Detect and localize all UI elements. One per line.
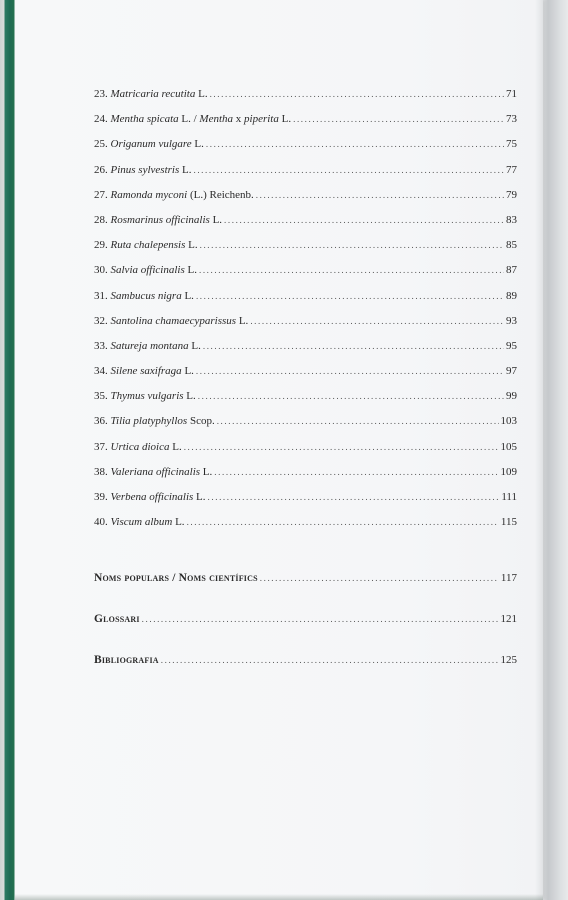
author-abbrev: L. — [191, 138, 204, 151]
species-name: Tilia platyphyllos — [110, 415, 188, 428]
author-abbrev: L. — [200, 465, 213, 478]
species-name: Santolina chamaecyparissus — [110, 314, 237, 327]
dot-leader — [208, 492, 500, 502]
species-name: Sambucus nigra — [110, 289, 182, 302]
entry-name — [94, 239, 198, 251]
toc-entry — [94, 441, 517, 466]
dot-leader — [206, 139, 504, 149]
dot-leader — [250, 316, 504, 326]
author-abbrev: (L.) Reichenb. — [187, 188, 254, 201]
entry-name — [94, 365, 194, 377]
species-name: Mentha — [199, 113, 234, 126]
author-abbrev: L. — [278, 113, 292, 126]
entry-name — [94, 88, 208, 100]
page-number: 87 — [506, 264, 517, 277]
page-number: 97 — [506, 365, 517, 378]
page-number: 111 — [501, 491, 517, 503]
dot-leader — [161, 655, 499, 665]
hybrid-mark: x — [233, 113, 245, 126]
toc-entry — [94, 390, 517, 415]
toc-entry — [94, 164, 517, 189]
entry-name — [94, 441, 182, 453]
dot-leader — [210, 89, 504, 99]
page-number: 89 — [506, 289, 517, 302]
entry-number: 39. — [94, 491, 108, 503]
author-abbrev: L. — [193, 491, 206, 503]
entry-number: 32. — [94, 314, 108, 327]
page-number: 105 — [500, 440, 517, 453]
species-name: Silene saxifraga — [110, 365, 182, 378]
entry-name — [94, 189, 254, 201]
page-number: 73 — [506, 113, 517, 126]
toc-entry — [94, 365, 517, 390]
entry-name — [94, 290, 194, 302]
species-name: Viscum album — [110, 516, 173, 529]
species-name: Rosmarinus officinalis — [110, 213, 210, 226]
book-page — [15, 0, 543, 900]
page-number: 71 — [506, 88, 517, 100]
dot-leader — [214, 467, 498, 477]
species-name: Ramonda myconi — [110, 188, 188, 201]
entry-name — [94, 214, 222, 226]
toc-section — [94, 613, 517, 654]
species-name: Satureja montana — [110, 339, 189, 352]
entry-number: 25. — [94, 138, 108, 151]
species-name: Thymus vulgaris — [110, 390, 184, 403]
entry-name — [94, 466, 212, 478]
entry-name — [94, 164, 191, 176]
dot-leader — [198, 391, 504, 401]
page-number: 121 — [500, 613, 517, 625]
toc-section — [94, 572, 517, 613]
entry-number: 23. — [94, 88, 108, 100]
entry-name — [94, 491, 206, 503]
dot-leader — [199, 265, 504, 275]
entry-number: 40. — [94, 516, 108, 529]
entry-name — [94, 340, 201, 352]
toc-section — [94, 654, 517, 695]
author-abbrev: L. — [169, 440, 182, 453]
author-abbrev: L. — [184, 264, 197, 277]
dot-leader — [293, 114, 504, 124]
page-number: 93 — [506, 314, 517, 327]
entry-name — [94, 516, 185, 528]
author-abbrev: L. / — [178, 113, 200, 126]
page-bottom-edge — [15, 894, 543, 900]
dot-leader — [193, 165, 504, 175]
page-number: 85 — [506, 239, 517, 252]
entry-name — [94, 315, 248, 327]
page-number: 103 — [500, 415, 517, 428]
dot-leader — [217, 416, 499, 426]
author-abbrev: L. — [195, 88, 208, 100]
species-name: Ruta chalepensis — [110, 239, 186, 252]
entry-number: 38. — [94, 465, 108, 478]
entry-number: 29. — [94, 239, 108, 252]
dot-leader — [224, 215, 504, 225]
page-number: 109 — [500, 465, 517, 478]
toc-entry — [94, 415, 517, 440]
entry-number: 31. — [94, 289, 108, 302]
entry-number: 34. — [94, 365, 108, 378]
species-name: Pinus sylvestris — [110, 163, 180, 176]
species-name: Valeriana officinalis — [110, 465, 201, 478]
entry-name — [94, 138, 204, 150]
author-abbrev: L. — [183, 390, 196, 403]
author-abbrev: L. — [181, 289, 194, 302]
species-name: Urtica dioica — [110, 440, 170, 453]
entry-number: 24. — [94, 113, 108, 126]
page-number: 77 — [506, 163, 517, 176]
dot-leader — [196, 366, 504, 376]
dot-leader — [142, 614, 499, 624]
toc-entry — [94, 491, 517, 516]
species-name: Matricaria recutita — [110, 88, 196, 100]
author-abbrev: L. — [236, 314, 249, 327]
author-abbrev: Scop. — [187, 415, 215, 428]
dot-leader — [256, 190, 504, 200]
author-abbrev: L. — [185, 239, 198, 252]
entry-name — [94, 390, 196, 402]
page-number: 83 — [506, 213, 517, 226]
toc-entry — [94, 264, 517, 289]
entry-number: 33. — [94, 339, 108, 352]
dot-leader — [187, 517, 499, 527]
entry-number: 26. — [94, 163, 108, 176]
toc-entry — [94, 239, 517, 264]
page-number: 117 — [500, 572, 517, 584]
entry-number: 27. — [94, 188, 108, 201]
toc-entry — [94, 290, 517, 315]
author-abbrev: L. — [179, 163, 192, 176]
entry-number: 35. — [94, 390, 108, 403]
dot-leader — [260, 573, 499, 583]
species-name: Mentha spicata — [110, 113, 179, 126]
entry-number: 36. — [94, 415, 108, 428]
toc-entry — [94, 466, 517, 491]
page-number: 99 — [506, 390, 517, 403]
entry-number: 28. — [94, 213, 108, 226]
entry-name — [94, 264, 197, 276]
section-title: Bibliografia — [94, 654, 159, 666]
dot-leader — [184, 442, 499, 452]
dot-leader — [203, 341, 504, 351]
entry-number: 37. — [94, 440, 108, 453]
toc-entry — [94, 189, 517, 214]
page-number: 115 — [500, 516, 517, 529]
toc-entry — [94, 340, 517, 365]
toc-entry — [94, 113, 517, 138]
entry-name — [94, 415, 215, 427]
species-name: Salvia officinalis — [110, 264, 185, 277]
section-title: Noms populars / Noms científics — [94, 572, 258, 584]
dot-leader — [200, 240, 504, 250]
species-name: Verbena officinalis — [110, 491, 194, 503]
toc-entry — [94, 516, 517, 541]
page-number: 95 — [506, 339, 517, 352]
section-index — [94, 572, 517, 695]
author-abbrev: L. — [181, 365, 194, 378]
entry-name — [94, 113, 291, 125]
dot-leader — [196, 291, 504, 301]
toc-entry — [94, 138, 517, 163]
page-number: 79 — [506, 188, 517, 201]
page-number: 125 — [500, 654, 517, 666]
toc-entry — [94, 88, 517, 113]
entry-number: 30. — [94, 264, 108, 277]
species-name: piperita — [244, 113, 279, 126]
author-abbrev: L. — [209, 213, 223, 226]
toc-entry — [94, 214, 517, 239]
toc-entry — [94, 315, 517, 340]
species-index — [94, 88, 517, 541]
author-abbrev: L. — [172, 516, 185, 529]
species-name: Origanum vulgare — [110, 138, 192, 151]
author-abbrev: L. — [188, 339, 201, 352]
page-number: 75 — [506, 138, 517, 151]
section-title: Glossari — [94, 613, 140, 625]
